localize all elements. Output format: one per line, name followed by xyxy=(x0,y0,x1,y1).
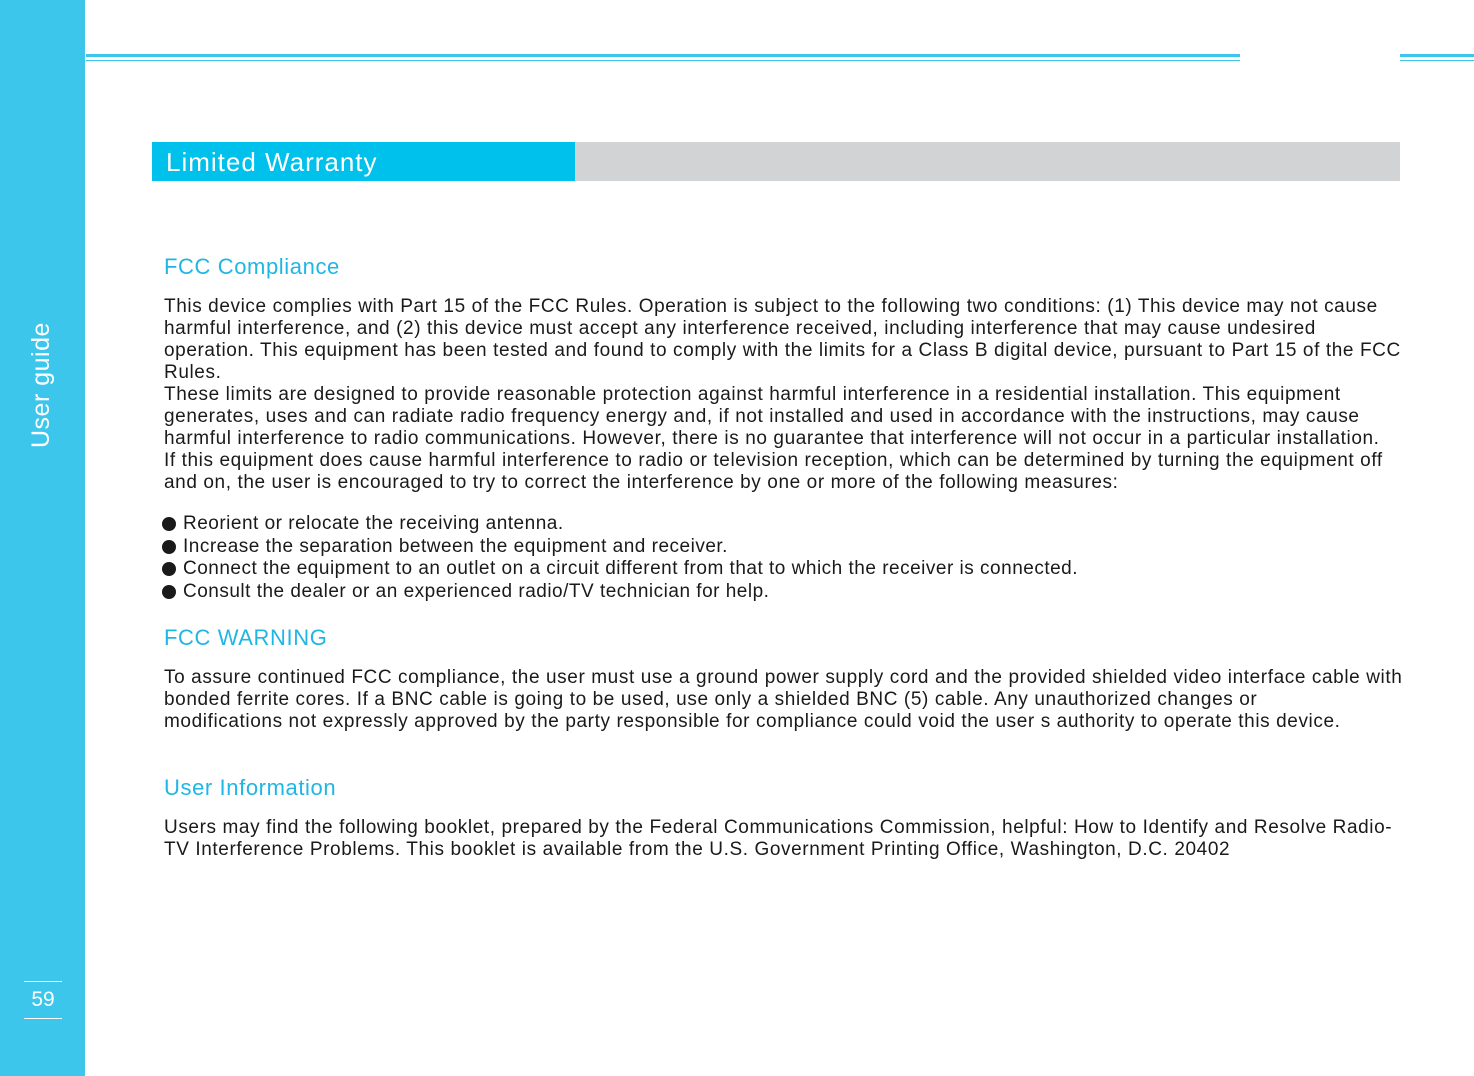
bullet-icon xyxy=(162,562,176,576)
bullet-icon xyxy=(162,517,176,531)
bullet-icon xyxy=(162,540,176,554)
list-item: Connect the equipment to an outlet on a circuit different from that to which the receiver is connected. xyxy=(162,558,1404,581)
user-information-paragraph: Users may find the following booklet, prepared by the Federal Communications Commission, helpful: How to Identify and Resolve Radio-TV Interference Problems. This booklet is available from the U.S. Government Printing Office, Washington, D.C. 20402 xyxy=(164,817,1393,860)
fcc-warning-paragraph-1: To assure continued FCC compliance, the user must use a ground power supply cord and the provided shielded video interface cable with bonded ferrite cores. If a BNC cable is going to be used, use only a shielded BNC (5) cable. Any unauthorized changes or xyxy=(164,667,1403,710)
bullet-icon xyxy=(162,585,176,599)
list-item: Increase the separation between the equipment and receiver. xyxy=(162,536,1404,559)
list-item: Consult the dealer or an experienced radio/TV technician for help. xyxy=(162,581,1404,604)
page-title: Limited Warranty xyxy=(152,142,575,181)
sidebar xyxy=(0,0,85,1076)
user-information-heading: User Information xyxy=(164,775,337,800)
fcc-compliance-paragraph-3: If this equipment does cause harmful interference to radio or television reception, which can be determined by turning the equipment off and on, the user is encouraged to try to correct the interference by one or more of the following measures: xyxy=(164,450,1383,493)
fcc-compliance-paragraph-2: These limits are designed to provide reasonable protection against harmful interference in a residential installation. This equipment generates, uses and can radiate radio frequency energy and, if not installed and used in accordance with the instructions, may cause harmful interference to radio communications. However, there is no guarantee that interference will not occur in a particular installation. xyxy=(164,384,1380,449)
user-guide-label: User guide xyxy=(27,322,55,448)
header-rule-right-thin xyxy=(1400,60,1474,61)
main-content xyxy=(164,252,1404,861)
fcc-compliance-heading: FCC Compliance xyxy=(164,254,340,279)
section-title-bar xyxy=(152,142,1400,181)
header-rule-left xyxy=(86,54,1240,57)
list-item: Reorient or relocate the receiving antenna. xyxy=(162,513,1404,536)
measures-list xyxy=(164,513,1404,603)
fcc-warning-heading: FCC WARNING xyxy=(164,625,328,650)
fcc-warning-paragraph-2: modifications not expressly approved by the party responsible for compliance could void the user s authority to operate this device. xyxy=(164,711,1341,732)
header-rule-left-thin xyxy=(86,60,1240,61)
fcc-compliance-paragraph-1: This device complies with Part 15 of the FCC Rules. Operation is subject to the following two conditions: (1) This device may not cause harmful interference, and (2) this device must accept any interference received, including interference that may cause undesired operation. This equipment has been tested and found to comply with the limits for a Class B digital device, pursuant to Part 15 of the FCC Rules. xyxy=(164,296,1401,383)
page-number: 59 xyxy=(24,981,62,1019)
header-rule-right xyxy=(1400,54,1474,57)
